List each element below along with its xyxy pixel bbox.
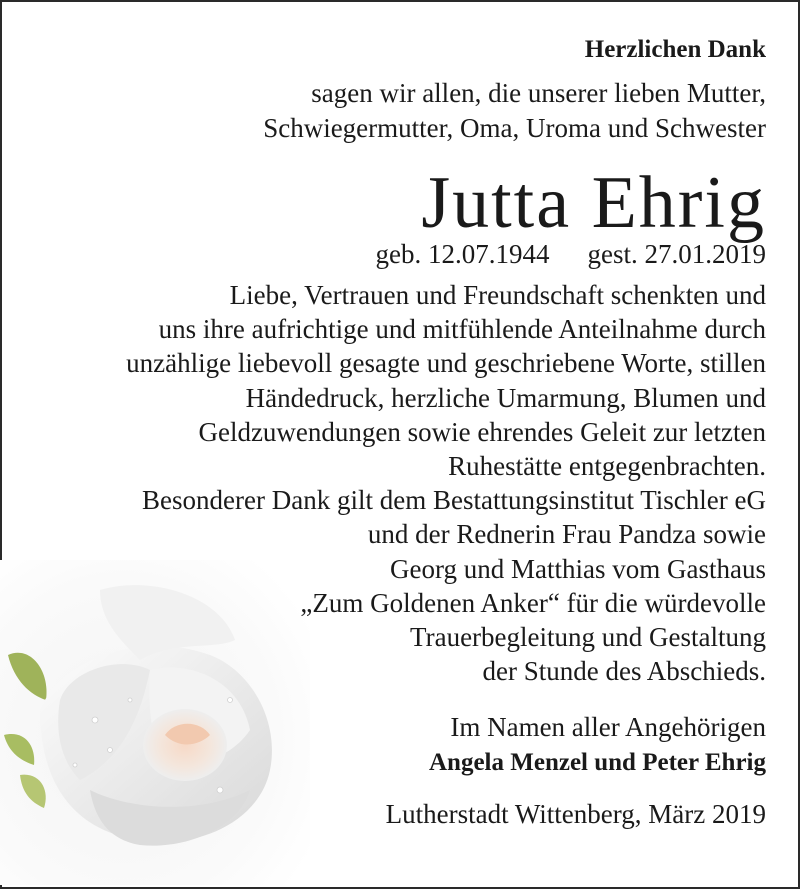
intro-line: sagen wir allen, die unserer lieben Mutter, bbox=[311, 78, 766, 108]
signature-names: Angela Menzel und Peter Ehrig bbox=[429, 749, 766, 777]
text-line: Trauerbegleitung und Gestaltung bbox=[410, 622, 766, 653]
death-date: gest. 27.01.2019 bbox=[587, 239, 766, 269]
text-line: Ruhestätte entgegenbrachten. bbox=[448, 451, 766, 482]
life-dates bbox=[26, 238, 766, 270]
deceased-name: Jutta Ehrig bbox=[421, 162, 766, 244]
text-line: Georg und Matthias vom Gasthaus bbox=[390, 553, 766, 584]
thanks-text bbox=[26, 278, 766, 688]
text-line: Geldzuwendungen sowie ehrendes Geleit zur letzten bbox=[198, 416, 766, 447]
text-line: unzählige liebevoll gesagte und geschriebene Worte, stillen bbox=[126, 348, 766, 379]
place-date: Lutherstadt Wittenberg, März 2019 bbox=[385, 799, 766, 830]
text-line: und der Rednerin Frau Pandza sowie bbox=[367, 519, 766, 550]
text-line: der Stunde des Abschieds. bbox=[482, 656, 766, 687]
signature-intro: Im Namen aller Angehörigen bbox=[450, 712, 766, 743]
heading: Herzlichen Dank bbox=[584, 36, 766, 63]
text-line: Besonderer Dank gilt dem Bestattungsinstitut Tischler eG bbox=[142, 485, 766, 516]
text-line: Liebe, Vertrauen und Freundschaft schenkten und bbox=[229, 280, 766, 310]
text-line: „Zum Goldenen Anker“ für die würdevolle bbox=[300, 587, 766, 618]
text-line: Händedruck, herzliche Umarmung, Blumen und bbox=[245, 382, 766, 413]
intro-line: Schwiegermutter, Oma, Uroma und Schwester bbox=[263, 113, 766, 143]
birth-date: geb. 12.07.1944 bbox=[375, 239, 550, 269]
intro-text bbox=[26, 76, 766, 146]
notice-content bbox=[26, 30, 766, 832]
text-line: uns ihre aufrichtige und mitfühlende Anteilnahme durch bbox=[158, 314, 766, 345]
